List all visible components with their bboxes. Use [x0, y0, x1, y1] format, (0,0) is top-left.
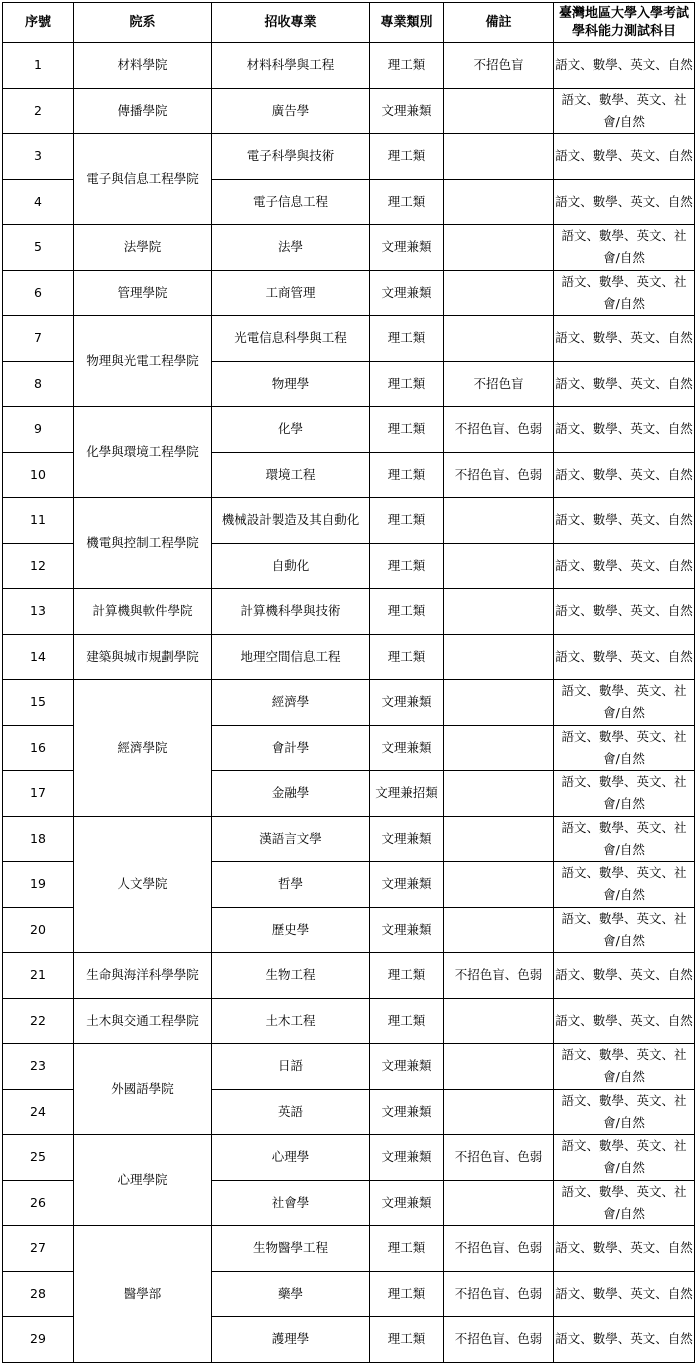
remarks-cell: [444, 225, 554, 271]
serial-number-cell: 2: [3, 88, 74, 134]
department-cell: 電子與信息工程學院: [74, 134, 212, 225]
remarks-cell: 不招色盲、色弱: [444, 953, 554, 999]
exam-subjects-cell: 語文、數學、英文、自然: [554, 589, 695, 635]
category-cell: 文理兼類: [370, 680, 444, 726]
department-cell: 土木與交通工程學院: [74, 998, 212, 1044]
table-row: [3, 498, 695, 544]
major-cell: 法學: [212, 225, 370, 271]
table-row: [3, 634, 695, 680]
remarks-cell: 不招色盲、色弱: [444, 1135, 554, 1181]
category-cell: 理工類: [370, 407, 444, 453]
serial-number-cell: 15: [3, 680, 74, 726]
serial-number-cell: 27: [3, 1226, 74, 1272]
exam-subjects-cell: 語文、數學、英文、社會/自然: [554, 680, 695, 726]
exam-subjects-cell: 語文、數學、英文、社會/自然: [554, 725, 695, 771]
serial-number-cell: 22: [3, 998, 74, 1044]
category-cell: 文理兼類: [370, 1135, 444, 1181]
exam-subjects-cell: 語文、數學、英文、社會/自然: [554, 816, 695, 862]
exam-subjects-cell: 語文、數學、英文、社會/自然: [554, 1180, 695, 1226]
exam-subjects-cell: 語文、數學、英文、自然: [554, 1317, 695, 1363]
department-cell: 材料學院: [74, 43, 212, 89]
serial-number-cell: 5: [3, 225, 74, 271]
exam-subjects-cell: 語文、數學、英文、自然: [554, 179, 695, 225]
major-cell: 化學: [212, 407, 370, 453]
header-major: 招收專業: [212, 3, 370, 43]
admissions-table: [2, 2, 695, 1363]
remarks-cell: 不招色盲、色弱: [444, 1226, 554, 1272]
exam-subjects-cell: 語文、數學、英文、社會/自然: [554, 1044, 695, 1090]
major-cell: 社會學: [212, 1180, 370, 1226]
table-header: [3, 3, 695, 43]
category-cell: 文理兼類: [370, 816, 444, 862]
major-cell: 光電信息科學與工程: [212, 316, 370, 362]
exam-subjects-cell: 語文、數學、英文、社會/自然: [554, 907, 695, 953]
major-cell: 工商管理: [212, 270, 370, 316]
exam-subjects-cell: 語文、數學、英文、社會/自然: [554, 225, 695, 271]
exam-subjects-cell: 語文、數學、英文、自然: [554, 361, 695, 407]
major-cell: 電子科學與技術: [212, 134, 370, 180]
major-cell: 機械設計製造及其自動化: [212, 498, 370, 544]
serial-number-cell: 24: [3, 1089, 74, 1135]
major-cell: 漢語言文學: [212, 816, 370, 862]
table-row: [3, 225, 695, 271]
table-body: [3, 43, 695, 1363]
serial-number-cell: 1: [3, 43, 74, 89]
exam-subjects-cell: 語文、數學、英文、自然: [554, 953, 695, 999]
serial-number-cell: 16: [3, 725, 74, 771]
serial-number-cell: 20: [3, 907, 74, 953]
major-cell: 生物醫學工程: [212, 1226, 370, 1272]
category-cell: 理工類: [370, 953, 444, 999]
table-row: [3, 88, 695, 134]
remarks-cell: 不招色盲: [444, 43, 554, 89]
exam-subjects-cell: 語文、數學、英文、自然: [554, 134, 695, 180]
serial-number-cell: 10: [3, 452, 74, 498]
remarks-cell: [444, 1044, 554, 1090]
remarks-cell: [444, 862, 554, 908]
remarks-cell: [444, 179, 554, 225]
category-cell: 文理兼類: [370, 225, 444, 271]
exam-subjects-cell: 語文、數學、英文、社會/自然: [554, 862, 695, 908]
category-cell: 理工類: [370, 43, 444, 89]
major-cell: 哲學: [212, 862, 370, 908]
department-cell: 化學與環境工程學院: [74, 407, 212, 498]
serial-number-cell: 11: [3, 498, 74, 544]
serial-number-cell: 13: [3, 589, 74, 635]
major-cell: 金融學: [212, 771, 370, 817]
table-row: [3, 589, 695, 635]
major-cell: 英語: [212, 1089, 370, 1135]
major-cell: 自動化: [212, 543, 370, 589]
category-cell: 理工類: [370, 361, 444, 407]
category-cell: 文理兼類: [370, 270, 444, 316]
major-cell: 環境工程: [212, 452, 370, 498]
remarks-cell: [444, 589, 554, 635]
serial-number-cell: 25: [3, 1135, 74, 1181]
serial-number-cell: 14: [3, 634, 74, 680]
remarks-cell: [444, 771, 554, 817]
table-row: [3, 953, 695, 999]
category-cell: 理工類: [370, 134, 444, 180]
major-cell: 地理空間信息工程: [212, 634, 370, 680]
major-cell: 會計學: [212, 725, 370, 771]
table-row: [3, 816, 695, 862]
remarks-cell: [444, 680, 554, 726]
serial-number-cell: 9: [3, 407, 74, 453]
remarks-cell: [444, 88, 554, 134]
remarks-cell: [444, 998, 554, 1044]
major-cell: 生物工程: [212, 953, 370, 999]
serial-number-cell: 6: [3, 270, 74, 316]
major-cell: 經濟學: [212, 680, 370, 726]
category-cell: 文理兼類: [370, 88, 444, 134]
category-cell: 理工類: [370, 634, 444, 680]
table-row: [3, 316, 695, 362]
remarks-cell: [444, 1180, 554, 1226]
table-row: [3, 134, 695, 180]
table-row: [3, 1135, 695, 1181]
exam-subjects-cell: 語文、數學、英文、自然: [554, 452, 695, 498]
exam-subjects-cell: 語文、數學、英文、社會/自然: [554, 771, 695, 817]
serial-number-cell: 7: [3, 316, 74, 362]
department-cell: 建築與城市規劃學院: [74, 634, 212, 680]
category-cell: 理工類: [370, 998, 444, 1044]
category-cell: 理工類: [370, 452, 444, 498]
exam-subjects-cell: 語文、數學、英文、自然: [554, 1271, 695, 1317]
category-cell: 理工類: [370, 543, 444, 589]
major-cell: 日語: [212, 1044, 370, 1090]
department-cell: 生命與海洋科學學院: [74, 953, 212, 999]
header-exam-subjects: 臺灣地區大學入學考試學科能力測試科目: [554, 3, 695, 43]
table-row: [3, 680, 695, 726]
category-cell: 理工類: [370, 1226, 444, 1272]
exam-subjects-cell: 語文、數學、英文、自然: [554, 634, 695, 680]
category-cell: 文理兼類: [370, 1044, 444, 1090]
serial-number-cell: 21: [3, 953, 74, 999]
header-remarks: 備註: [444, 3, 554, 43]
exam-subjects-cell: 語文、數學、英文、社會/自然: [554, 1089, 695, 1135]
category-cell: 理工類: [370, 1271, 444, 1317]
exam-subjects-cell: 語文、數學、英文、自然: [554, 543, 695, 589]
header-category: 專業類別: [370, 3, 444, 43]
remarks-cell: 不招色盲、色弱: [444, 407, 554, 453]
table-row: [3, 43, 695, 89]
category-cell: 文理兼類: [370, 907, 444, 953]
table-row: [3, 270, 695, 316]
department-cell: 傳播學院: [74, 88, 212, 134]
major-cell: 計算機科學與技術: [212, 589, 370, 635]
department-cell: 機電與控制工程學院: [74, 498, 212, 589]
remarks-cell: [444, 134, 554, 180]
department-cell: 法學院: [74, 225, 212, 271]
category-cell: 文理兼類: [370, 862, 444, 908]
exam-subjects-cell: 語文、數學、英文、自然: [554, 43, 695, 89]
exam-subjects-cell: 語文、數學、英文、自然: [554, 407, 695, 453]
department-cell: 物理與光電工程學院: [74, 316, 212, 407]
serial-number-cell: 26: [3, 1180, 74, 1226]
exam-subjects-cell: 語文、數學、英文、社會/自然: [554, 1135, 695, 1181]
table-row: [3, 1044, 695, 1090]
category-cell: 文理兼類: [370, 1089, 444, 1135]
header-serial-number: 序號: [3, 3, 74, 43]
department-cell: 心理學院: [74, 1135, 212, 1226]
major-cell: 護理學: [212, 1317, 370, 1363]
department-cell: 經濟學院: [74, 680, 212, 817]
major-cell: 廣告學: [212, 88, 370, 134]
exam-subjects-cell: 語文、數學、英文、自然: [554, 498, 695, 544]
table-row: [3, 1226, 695, 1272]
remarks-cell: 不招色盲、色弱: [444, 1271, 554, 1317]
category-cell: 文理兼類: [370, 1180, 444, 1226]
exam-subjects-cell: 語文、數學、英文、社會/自然: [554, 270, 695, 316]
exam-subjects-cell: 語文、數學、英文、自然: [554, 1226, 695, 1272]
remarks-cell: [444, 270, 554, 316]
serial-number-cell: 4: [3, 179, 74, 225]
serial-number-cell: 29: [3, 1317, 74, 1363]
remarks-cell: [444, 316, 554, 362]
category-cell: 理工類: [370, 316, 444, 362]
serial-number-cell: 17: [3, 771, 74, 817]
remarks-cell: [444, 816, 554, 862]
category-cell: 文理兼類: [370, 725, 444, 771]
department-cell: 外國語學院: [74, 1044, 212, 1135]
serial-number-cell: 28: [3, 1271, 74, 1317]
category-cell: 理工類: [370, 1317, 444, 1363]
serial-number-cell: 19: [3, 862, 74, 908]
remarks-cell: [444, 1089, 554, 1135]
table-row: [3, 407, 695, 453]
department-cell: 人文學院: [74, 816, 212, 953]
major-cell: 心理學: [212, 1135, 370, 1181]
major-cell: 電子信息工程: [212, 179, 370, 225]
remarks-cell: [444, 543, 554, 589]
remarks-cell: 不招色盲: [444, 361, 554, 407]
remarks-cell: [444, 725, 554, 771]
major-cell: 土木工程: [212, 998, 370, 1044]
exam-subjects-cell: 語文、數學、英文、自然: [554, 316, 695, 362]
exam-subjects-cell: 語文、數學、英文、自然: [554, 998, 695, 1044]
category-cell: 理工類: [370, 498, 444, 544]
major-cell: 藥學: [212, 1271, 370, 1317]
header-department: 院系: [74, 3, 212, 43]
serial-number-cell: 3: [3, 134, 74, 180]
serial-number-cell: 8: [3, 361, 74, 407]
department-cell: 管理學院: [74, 270, 212, 316]
serial-number-cell: 18: [3, 816, 74, 862]
remarks-cell: [444, 634, 554, 680]
category-cell: 理工類: [370, 589, 444, 635]
table-row: [3, 998, 695, 1044]
header-row: [3, 3, 695, 43]
remarks-cell: [444, 498, 554, 544]
department-cell: 醫學部: [74, 1226, 212, 1363]
category-cell: 文理兼招類: [370, 771, 444, 817]
remarks-cell: [444, 907, 554, 953]
major-cell: 物理學: [212, 361, 370, 407]
department-cell: 計算機與軟件學院: [74, 589, 212, 635]
major-cell: 材料科學與工程: [212, 43, 370, 89]
serial-number-cell: 23: [3, 1044, 74, 1090]
serial-number-cell: 12: [3, 543, 74, 589]
major-cell: 歷史學: [212, 907, 370, 953]
category-cell: 理工類: [370, 179, 444, 225]
remarks-cell: 不招色盲、色弱: [444, 1317, 554, 1363]
remarks-cell: 不招色盲、色弱: [444, 452, 554, 498]
exam-subjects-cell: 語文、數學、英文、社會/自然: [554, 88, 695, 134]
